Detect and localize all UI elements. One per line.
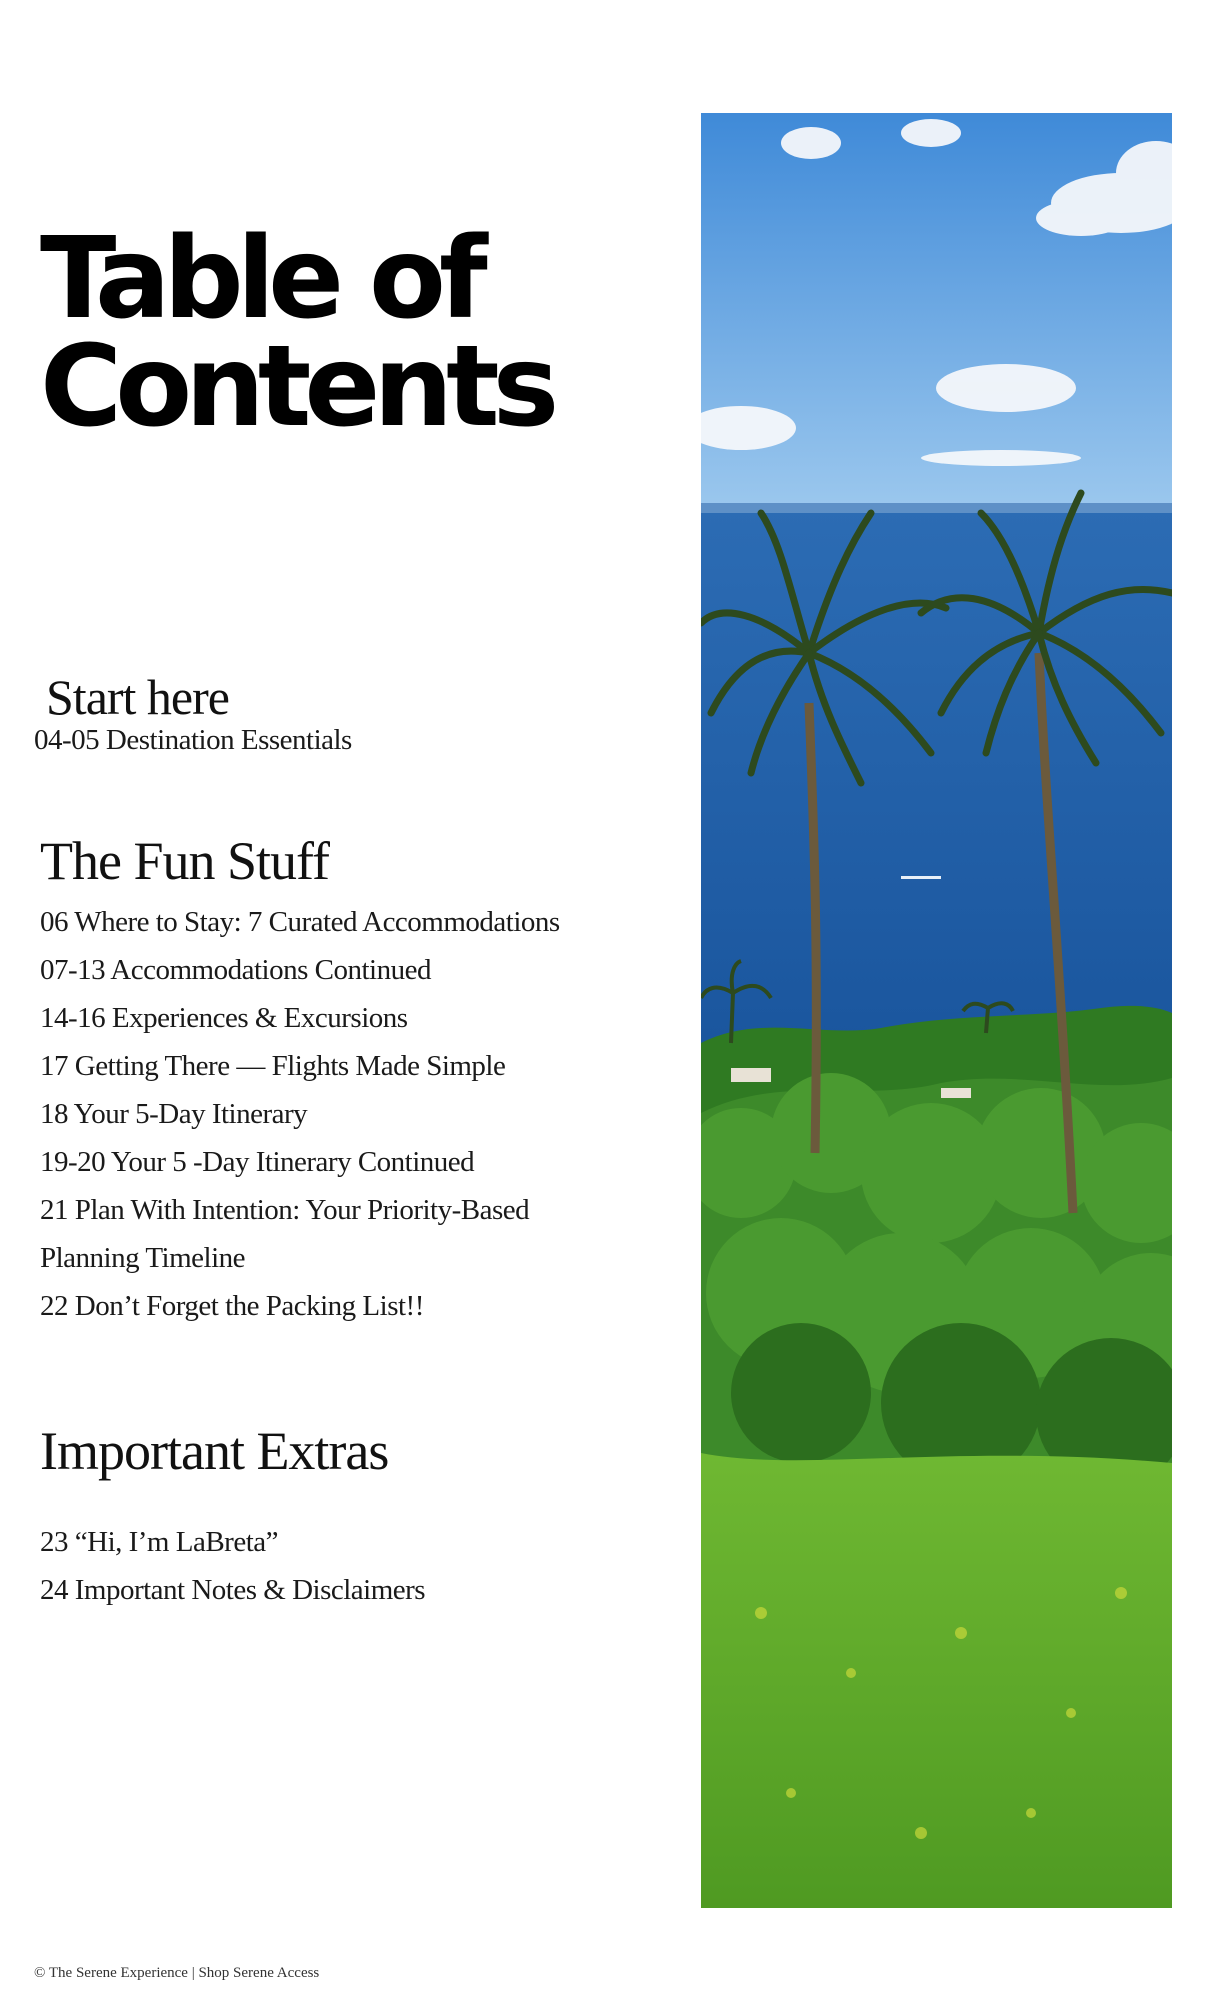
toc-entry[interactable]: 23 “Hi, I’m LaBreta” [40,1526,279,1558]
fun-stuff-list [40,898,560,1330]
toc-entry-continuation[interactable]: Planning Timeline [40,1242,246,1274]
section-heading-start-here: Start here [46,669,229,725]
toc-entry[interactable]: 18 Your 5-Day Itinerary [40,1098,308,1130]
footer-credit: © The Serene Experience | Shop Serene Access [34,1965,320,1981]
section-heading-fun-stuff: The Fun Stuff [40,831,330,891]
section-heading-important-extras: Important Extras [40,1421,389,1481]
page-title-line-2: Contents [40,322,553,452]
toc-entry[interactable]: 22 Don’t Forget the Packing List!! [40,1290,424,1322]
toc-entry[interactable]: 07-13 Accommodations Continued [40,954,431,986]
palm-tree-landscape-photo [701,113,1172,1908]
toc-entry[interactable]: 21 Plan With Intention: Your Priority-Based [40,1194,530,1226]
toc-entry[interactable]: 14-16 Experiences & Excursions [40,1002,408,1034]
toc-entry[interactable]: 04-05 Destination Essentials [34,724,352,756]
toc-entry[interactable]: 19-20 Your 5 -Day Itinerary Continued [40,1146,475,1178]
page-title [40,214,680,452]
toc-entry[interactable]: 06 Where to Stay: 7 Curated Accommodations [40,906,560,938]
toc-entry[interactable]: 24 Important Notes & Disclaimers [40,1574,426,1606]
toc-entry[interactable]: 17 Getting There — Flights Made Simple [40,1050,506,1082]
page-title-line-1: Table of [40,214,481,344]
important-extras-list [40,1518,425,1614]
